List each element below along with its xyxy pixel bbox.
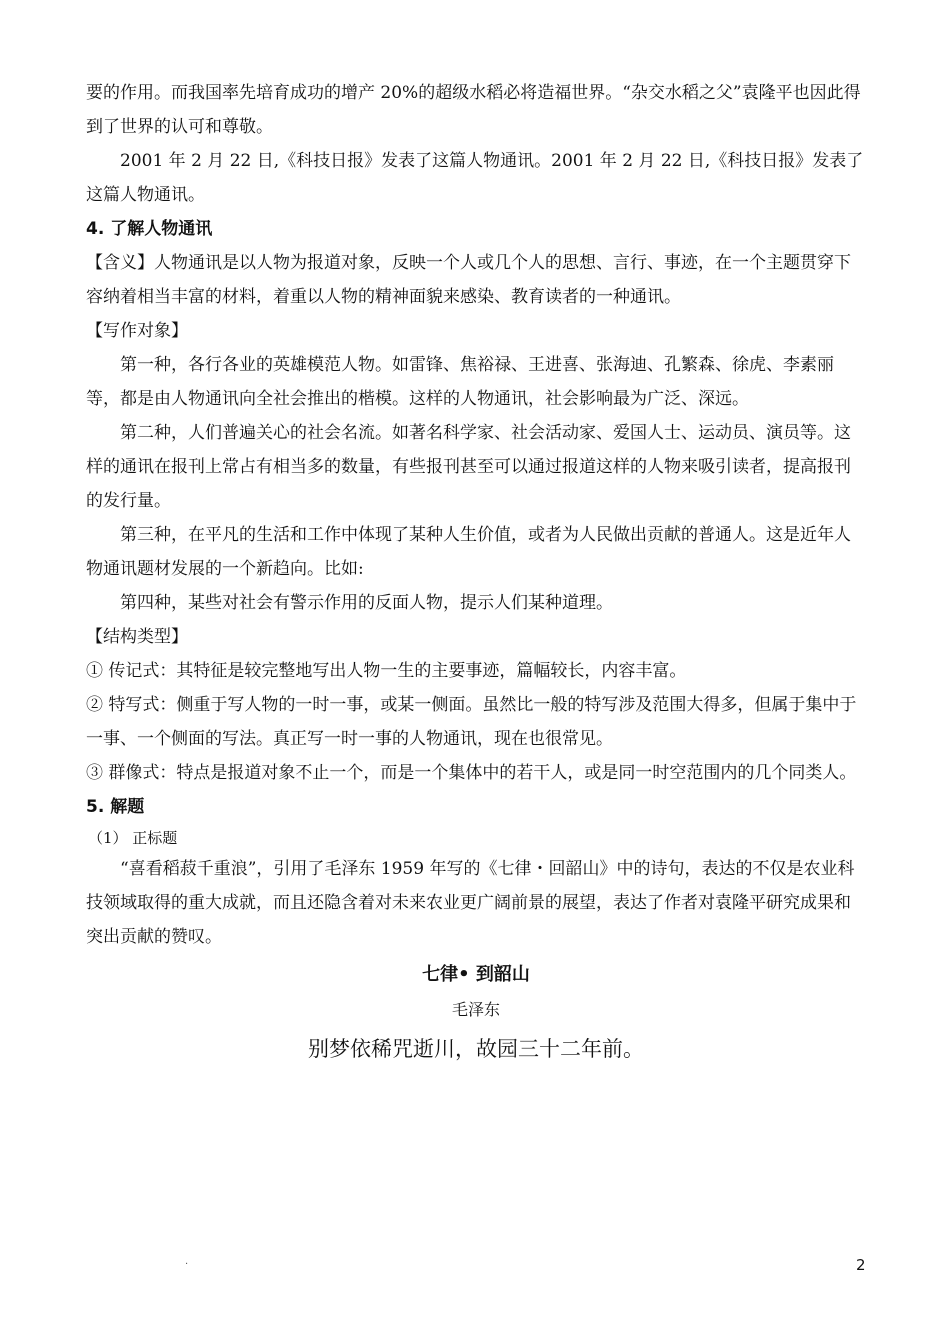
poem-title: 七律• 到韶山 xyxy=(422,964,530,985)
structure-item-1: ① 传记式：其特征是较完整地写出人物一生的主要事迹，篇幅较长，内容丰富。 xyxy=(86,661,687,681)
object-item-3: 第三种，在平凡的生活和工作中体现了某种人生价值，或者为人民做出贡献的普通人。这是近年人物通讯题材发展的一个新趋向。比如: xyxy=(86,525,851,579)
section-heading-4: 4. 了解人物通讯 xyxy=(86,219,213,239)
footer-dot: · xyxy=(185,1259,189,1270)
paragraph-intro: 要的作用。而我国率先培育成功的增产 20%的超级水稻必将造福世界。“杂交水稻之父”袁隆平也因此得到了世界的认可和尊敬。 xyxy=(86,83,861,137)
object-item-2: 第二种，人们普遍关心的社会名流。如著名科学家、社会活动家、爱国人士、运动员、演员等。这样的通讯在报刊上常占有相当多的数量，有些报刊甚至可以通过报道这样的人物来吸引读者，提高报刊的发行量。 xyxy=(86,423,851,511)
structure-item-3: ③ 群像式：特点是报道对象不止一个，而是一个集体中的若干人，或是同一时空范围内的几个同类人。 xyxy=(86,763,857,783)
object-item-4: 第四种，某些对社会有警示作用的反面人物，提示人们某种道理。 xyxy=(120,593,613,613)
structure-item-2: ② 特写式：侧重于写人物的一时一事，或某一侧面。虽然比一般的特写涉及范围大得多，但属于集中于一事、一个侧面的写法。真正写一时一事的人物通讯，现在也很常见。 xyxy=(86,695,857,749)
paragraph-date: 2001 年 2 月 22 日,《科技日报》发表了这篇人物通讯。2001 年 2 月 22 日,《科技日报》发表了这篇人物通讯。 xyxy=(86,151,864,205)
poem-line-1: 别梦依稀咒逝川，故园三十二年前。 xyxy=(308,1037,644,1061)
poem-author: 毛泽东 xyxy=(451,1000,500,1019)
objects-label: 【写作对象】 xyxy=(86,321,188,341)
structure-label: 【结构类型】 xyxy=(86,627,188,647)
meaning-paragraph: 【含义】人物通讯是以人物为报道对象，反映一个人或几个人的思想、言行、事迹，在一个主题贯穿下容纳着相当丰富的材料，着重以人物的精神面貌来感染、教育读者的一种通讯。 xyxy=(86,253,851,307)
subtitle-label: （1） 正标题 xyxy=(88,829,178,847)
title-explanation: “喜看稻菽千重浪”，引用了毛泽东 1959 年写的《七律・回韶山》中的诗句，表达的不仅是农业科技领域取得的重大成就，而且还隐含着对未来农业更广阔前景的展望，表达了作者对袁隆平研究成果和突出贡献的赞叹。 xyxy=(86,859,855,947)
section-heading-5: 5. 解题 xyxy=(86,797,145,817)
document-page xyxy=(86,76,866,1072)
object-item-1: 第一种，各行各业的英雄模范人物。如雷锋、焦裕禄、王进喜、张海迪、孔繁森、徐虎、李素丽等，都是由人物通讯向全社会推出的楷模。这样的人物通讯，社会影响最为广泛、深远。 xyxy=(86,355,834,409)
page-number: 2 xyxy=(856,1256,866,1274)
